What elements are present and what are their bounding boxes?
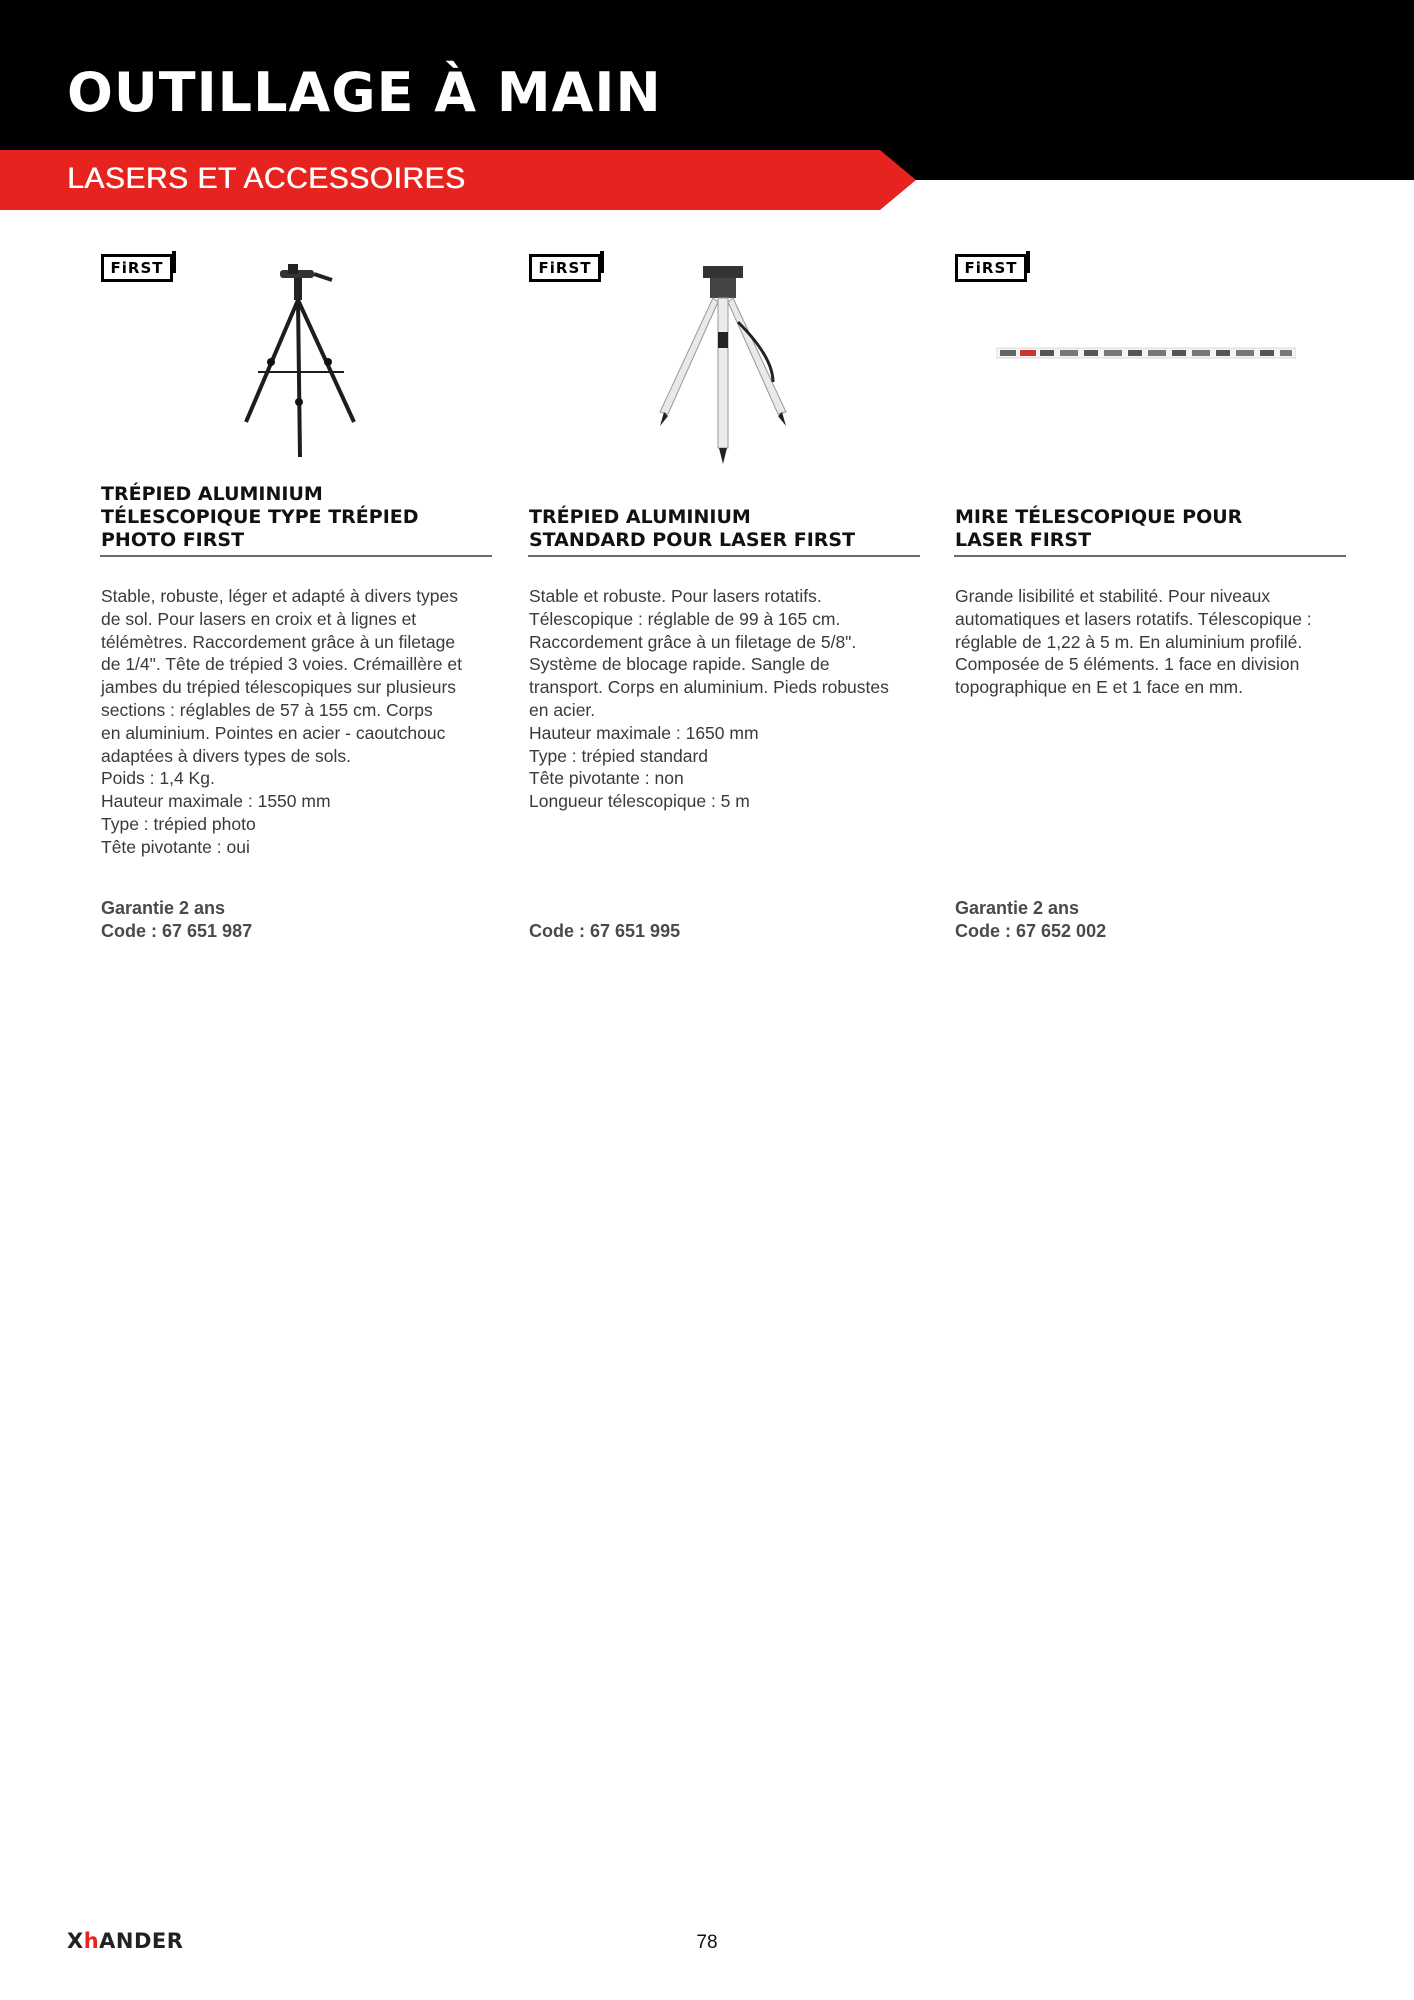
leveling-staff-icon — [996, 346, 1296, 360]
guarantee: Garantie 2 ans — [955, 898, 1080, 918]
laser-tripod-icon — [648, 262, 798, 467]
brand-logo: FiRST — [529, 254, 601, 282]
title-line: STANDARD POUR LASER FIRST — [529, 529, 856, 551]
product-code: Code : 67 652 002 — [955, 921, 1107, 941]
title-line: MIRE TÉLESCOPIQUE POUR — [955, 506, 1243, 528]
product-description: Stable et robuste. Pour lasers rotatifs. Télescopique : réglable de 99 à 165 cm. Raccordement grâce à un filetage de 5/8". Système de blocage rapide. Sangle de transport. Corps en aluminium. Pieds robustes en acier. Hauteur maximale : 1650 mm Type : trépied standard Tête pivotante : non Longueur télescopique : 5 m — [529, 586, 889, 812]
product-code: Code : 67 651 987 — [101, 921, 253, 941]
page-number: 78 — [696, 1932, 718, 1953]
guarantee: Garantie 2 ans — [101, 898, 226, 918]
section-title: LASERS ET ACCESSOIRES — [67, 162, 466, 195]
title-divider — [954, 555, 1346, 557]
product-title — [955, 506, 1347, 552]
title-divider — [100, 555, 492, 557]
product-title — [101, 483, 493, 552]
xhander-logo — [67, 1931, 183, 1952]
title-line: TRÉPIED ALUMINIUM — [529, 506, 751, 528]
product-description: Stable, robuste, léger et adapté à divers types de sol. Pour lasers en croix et à lignes et télémètres. Raccordement grâce à un filetage de 1/4". Tête de trépied 3 voies. Crémaillère et jambes du trépied télescopiques sur plusieurs sections : réglables de 57 à 155 cm. Corps en aluminium. Pointes en acier - caoutchouc adaptées à divers types de sols. Poids : 1,4 Kg. Hauteur maximale : 1550 mm Type : trépied photo Tête pivotante : oui — [101, 586, 462, 857]
title-line: TRÉPIED ALUMINIUM — [101, 483, 323, 505]
brand-logo: FiRST — [955, 254, 1027, 282]
product-code: Code : 67 651 995 — [529, 921, 681, 941]
page-title: OUTILLAGE À MAIN — [67, 61, 662, 124]
logo-part: ANDER — [99, 1929, 184, 1953]
title-line: TÉLESCOPIQUE TYPE TRÉPIED — [101, 506, 419, 528]
logo-part: X — [67, 1929, 84, 1953]
product-description: Grande lisibilité et stabilité. Pour niveaux automatiques et lasers rotatifs. Télescopique : réglable de 1,22 à 5 m. En aluminium profilé. Composée de 5 éléments. 1 face en division topographique en E et 1 face en mm. — [955, 586, 1312, 698]
photo-tripod-icon — [240, 262, 370, 462]
logo-part: h — [83, 1929, 100, 1953]
title-line: PHOTO FIRST — [101, 529, 245, 551]
title-divider — [528, 555, 920, 557]
brand-logo: FiRST — [101, 254, 173, 282]
title-line: LASER FIRST — [955, 529, 1092, 551]
product-title — [529, 506, 921, 552]
